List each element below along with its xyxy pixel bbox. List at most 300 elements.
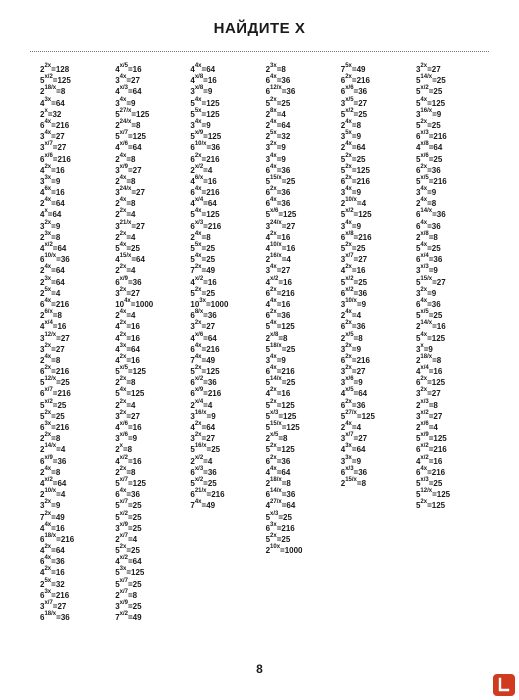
equation-base: 6 [415, 210, 421, 220]
equation [341, 388, 413, 399]
equation-exponent: 4x [420, 96, 428, 103]
equation-result: =16 [203, 76, 217, 86]
equation-exponent: x/8 [345, 230, 354, 237]
equation-exponent: 10/x [194, 141, 207, 148]
equation-exponent: 8/x [194, 309, 204, 316]
equation-result: =36 [203, 378, 217, 388]
equation-exponent: 2x [270, 398, 277, 405]
equation-exponent: x/5 [420, 174, 429, 181]
equation-result: =16 [127, 65, 142, 74]
equation-result: =8 [351, 120, 362, 130]
equation-result: =4 [203, 165, 213, 175]
equation-result: =36 [276, 76, 291, 86]
equation-exponent: 3x [44, 174, 52, 181]
equation [40, 512, 112, 523]
equation-exponent: x/6 [345, 85, 354, 92]
equations-grid [40, 64, 488, 670]
equation-base: 4 [40, 523, 45, 533]
equation-exponent: 4x [194, 499, 202, 506]
equation-base: 5 [415, 333, 421, 343]
equation-result: =216 [201, 344, 220, 354]
equation-base: 4 [115, 143, 120, 153]
equation-exponent: 2x [119, 208, 127, 215]
equation-exponent: 2x [270, 286, 277, 293]
equation-base: 6 [265, 490, 271, 500]
equation-exponent: x/9 [44, 454, 53, 461]
equation-base: 5 [265, 400, 271, 410]
equation-exponent: 4x [124, 297, 131, 304]
equation-result: =8 [131, 120, 141, 130]
equation-result: =4 [203, 400, 213, 410]
equation-result: =216 [51, 423, 70, 432]
equation-result: =25 [203, 478, 217, 488]
equation-base: 4 [265, 299, 271, 309]
equation [416, 321, 488, 332]
equation-base: 6 [115, 277, 120, 287]
equation-base: 2 [190, 165, 195, 175]
equation-base: 3 [40, 143, 45, 153]
equation-base: 4 [40, 568, 45, 578]
equation-base: 6 [415, 445, 421, 455]
equation-exponent: 21/x [194, 488, 207, 495]
equation-exponent: 4x [345, 186, 352, 193]
equation [115, 142, 187, 153]
equation-base: 5 [115, 132, 120, 142]
equation-base: 2 [115, 534, 120, 544]
equation-column [341, 64, 413, 670]
equation-result: =25 [127, 602, 142, 611]
equation-base: 4 [415, 456, 421, 466]
equation-result: =36 [203, 311, 217, 321]
equation-exponent: x/5 [345, 96, 354, 103]
equation-exponent: 4x [44, 353, 52, 360]
equation-base: 2 [265, 478, 271, 488]
equation-result: =125 [201, 98, 220, 108]
equation-base: 5 [190, 109, 195, 119]
equation [40, 86, 112, 97]
equation-exponent: 4x [119, 488, 127, 495]
equation-exponent: x/2 [345, 107, 354, 114]
equation-result: =27 [281, 221, 296, 231]
equation-result: =27 [353, 98, 368, 108]
equation-result: =9 [427, 188, 437, 198]
equation [190, 321, 262, 332]
equation-column [40, 64, 112, 670]
equation-base: 6 [415, 378, 421, 388]
equation-result: =27 [428, 411, 443, 421]
equation-base: 5 [190, 132, 195, 142]
equation-base: 5 [415, 120, 421, 130]
equation-base: 5 [415, 98, 421, 108]
equation-exponent: x [420, 342, 424, 349]
equation-result: =9 [51, 221, 61, 231]
equation-base: 4 [40, 478, 45, 488]
equation-base: 2 [190, 400, 195, 410]
equation [40, 154, 112, 165]
equation [416, 154, 488, 165]
equation-exponent: x/5 [119, 365, 128, 372]
equation-base: 6 [40, 590, 45, 600]
equation-result: =36 [353, 87, 368, 97]
equation-base: 3 [415, 344, 421, 354]
equation-exponent: 2x [345, 320, 352, 327]
equation-base: 3 [415, 389, 421, 399]
equation-result: =125 [427, 378, 446, 388]
equation-exponent: x/9 [194, 387, 204, 394]
equation-result: =25 [281, 344, 296, 354]
equation-base: 6 [190, 154, 195, 164]
equation-exponent: x/3 [270, 409, 279, 416]
equation-exponent: x/9 [194, 130, 204, 137]
equation-result: =9 [51, 176, 61, 186]
equation-result: =25 [281, 176, 296, 186]
equation-result: =8 [51, 434, 61, 444]
equation [115, 265, 187, 276]
equation-result: =64 [51, 98, 65, 108]
equation-base: 2 [265, 109, 271, 119]
equation-result: =9 [206, 411, 216, 421]
equation-base: 5 [115, 512, 120, 522]
equation-result: =9 [203, 87, 213, 97]
equation-result: =64 [276, 467, 291, 477]
equation-base: 5 [115, 579, 120, 589]
equation-base: 5 [190, 255, 195, 265]
equation-result: =8 [276, 65, 286, 74]
equation-exponent: 2x [119, 331, 127, 338]
equation-result: =8 [126, 378, 136, 388]
equation-exponent: 16/x [270, 253, 282, 260]
equation-exponent: x/5 [345, 331, 354, 338]
equation-exponent: 2x [119, 376, 127, 383]
equation-result: =27 [353, 434, 368, 444]
equation-base: 3 [190, 120, 195, 130]
equation-exponent: x/2 [420, 409, 429, 416]
equation-result: =9 [276, 154, 286, 164]
equation-exponent: 4x [270, 320, 277, 327]
equation-result: =8 [126, 199, 136, 209]
equation-exponent: x/3 [119, 85, 128, 92]
equation-exponent: 2x [270, 309, 277, 316]
equation-base: 4 [190, 199, 195, 209]
equation-exponent: 4x [119, 174, 127, 181]
equation-result: =25 [127, 512, 142, 522]
equation-base: 2 [415, 199, 421, 209]
equation-exponent: 4x [270, 197, 277, 204]
equation-exponent: 24/x [119, 186, 132, 193]
equation-base: 6 [415, 299, 421, 309]
equation-base: 2 [415, 322, 421, 332]
equation-result: =4 [203, 456, 213, 466]
equation-exponent: 2x [194, 432, 202, 439]
equation-base: 5 [40, 411, 45, 421]
equation-exponent: 4x [119, 197, 127, 204]
equation-exponent: 2x [270, 230, 277, 237]
equation-result: =16 [281, 244, 296, 253]
equation-result: =36 [281, 490, 296, 500]
equation-base: 3 [190, 434, 195, 444]
equation-base: 4 [115, 557, 120, 567]
equation [40, 265, 112, 276]
equation-base: 5 [190, 367, 195, 377]
equation-base: 3 [340, 132, 346, 142]
equation-result: =27 [432, 277, 446, 287]
equation [40, 567, 112, 578]
equation-exponent: 2x [270, 141, 277, 148]
equation [341, 265, 413, 276]
equation [115, 154, 187, 165]
equation-result: =4 [56, 490, 66, 500]
equation-result: =36 [428, 255, 443, 265]
equation-base: 5 [265, 344, 271, 354]
equation-base: 5 [265, 411, 271, 421]
equation-exponent: 8x [270, 107, 277, 114]
equation-result: =25 [206, 445, 221, 455]
equation [416, 444, 488, 455]
equation-exponent: 4x [119, 309, 127, 316]
equation [266, 333, 338, 344]
equation-base: 2 [115, 154, 120, 164]
equation-base: 3 [115, 411, 120, 421]
equation-exponent: 15/x [345, 476, 357, 483]
equation-result: =64 [52, 244, 67, 253]
equation-result: =16 [276, 389, 291, 399]
equation-exponent: x/2 [194, 163, 204, 170]
equation-exponent: 24/x [270, 219, 282, 226]
equation-base: 6 [265, 367, 271, 377]
equation-result: =25 [127, 579, 142, 589]
equation-result: =125 [52, 76, 71, 86]
equation-exponent: 15/x [270, 174, 282, 181]
equation-exponent: 5x [194, 107, 202, 114]
equation-base: 2 [115, 378, 120, 388]
equation-base: 5 [415, 154, 421, 164]
equation-exponent: 2x [270, 454, 277, 461]
equation-result: =9 [276, 143, 286, 153]
equation-base: 5 [415, 76, 421, 86]
equation-base: 2 [415, 355, 421, 365]
equation-result: =216 [51, 299, 70, 309]
equation-base: 5 [415, 176, 421, 186]
equation-result: =25 [126, 546, 140, 556]
equation-exponent: 2x [345, 163, 352, 170]
equation-result: =25 [427, 244, 441, 253]
equation-base: 7 [190, 355, 195, 365]
equation-base: 2 [340, 478, 346, 488]
equation-result: =125 [427, 501, 446, 511]
equation-result: =16 [126, 333, 140, 343]
equation-base: 2 [115, 120, 120, 130]
equation-result: =125 [427, 333, 446, 343]
equation-result: =216 [51, 367, 70, 377]
equation-exponent: 2x [270, 186, 277, 193]
equation-exponent: 2x [194, 365, 202, 372]
equation [416, 500, 488, 511]
equation-result: =36 [126, 490, 140, 500]
equation-base: 3 [415, 65, 421, 74]
equation-result: =25 [428, 311, 443, 321]
equation-result: =64 [351, 445, 366, 455]
equation-base: 6 [415, 165, 421, 175]
equation-base: 5 [415, 277, 421, 287]
equation-exponent: x [119, 443, 123, 450]
equation-result: =216 [428, 132, 447, 142]
equation-result: =4 [351, 311, 362, 321]
equation-exponent: 12/x [44, 331, 57, 338]
equation-result: =64 [127, 87, 142, 97]
equation-base: 6 [190, 389, 195, 399]
equation-result: =1000 [130, 299, 154, 309]
equation-exponent: 2x [194, 152, 202, 159]
equation-base: 3 [40, 176, 45, 186]
equation-result: =36 [206, 143, 221, 153]
equation-base: 6 [190, 378, 195, 388]
equation-result: =16 [52, 322, 67, 332]
equation-base: 6 [40, 534, 45, 544]
equation-result: =64 [51, 277, 65, 287]
equation-exponent: 3x [44, 421, 52, 427]
equation-base: 6 [265, 87, 271, 97]
equation-exponent: 4x [194, 353, 202, 360]
equation-exponent: 2x [420, 286, 428, 293]
equation-exponent: x/2 [345, 286, 354, 293]
equation-exponent: 2x [420, 163, 428, 170]
equation-base: 3 [340, 299, 346, 309]
equation-result: =36 [276, 456, 291, 466]
equation-exponent: x/9 [119, 163, 128, 170]
equation-result: =64 [127, 143, 142, 153]
equation [266, 444, 338, 455]
equation-base: 7 [340, 65, 346, 74]
equation-base: 2 [115, 590, 120, 600]
equation-result: =216 [428, 445, 447, 455]
equation-base: 2 [40, 266, 45, 276]
equation-result: =16 [51, 568, 65, 578]
equation-result: =27 [427, 389, 441, 399]
equation-base: 6 [190, 490, 195, 500]
equation-base: 6 [40, 557, 45, 567]
equation-exponent: 2x [119, 230, 127, 237]
equation-base: 2 [265, 546, 271, 556]
equation-exponent: 16/x [194, 443, 207, 450]
equation [266, 142, 338, 153]
equation-result: =125 [201, 367, 220, 377]
equation-exponent: 2x [420, 387, 428, 394]
equation-result: =125 [276, 322, 295, 332]
equation-exponent: 4x [345, 141, 352, 148]
equation-result: =27 [427, 65, 441, 74]
equation-base: 3 [115, 188, 120, 198]
equation-exponent: 4x [119, 387, 127, 394]
equation-base: 5 [115, 546, 120, 556]
equation-result: =49 [201, 355, 216, 365]
equation-exponent: 2x [119, 353, 127, 360]
equation-result: =125 [276, 445, 295, 455]
equation-result: =4 [351, 423, 362, 432]
equation-exponent: 5x [270, 130, 277, 137]
equation-result: =216 [428, 176, 447, 186]
equation-exponent: 4x [194, 118, 202, 125]
equation-result: =216 [351, 176, 370, 186]
equation-base: 6 [340, 355, 346, 365]
equation-base: 5 [265, 445, 271, 455]
equation-base: 4 [340, 266, 346, 276]
equation-exponent: x/7 [44, 600, 53, 606]
equation-base: 6 [265, 288, 271, 298]
equation-exponent: x/4 [194, 197, 204, 204]
equation-result: =125 [126, 389, 145, 399]
equation-exponent: 14/x [420, 74, 433, 81]
equation-exponent: 5x [345, 63, 352, 69]
equation-result: =36 [52, 456, 67, 466]
equation-exponent: 10/x [44, 253, 57, 260]
equation-base: 3 [340, 98, 346, 108]
equation-base: 5 [340, 277, 346, 287]
equation-exponent: x/6 [119, 141, 128, 148]
equation-base: 5 [265, 322, 271, 332]
equation-result: =4 [356, 199, 367, 209]
equation-base: 4 [115, 65, 120, 74]
equation-base: 5 [265, 423, 271, 432]
equation-result: =16 [51, 165, 65, 175]
equation-exponent: 2x [345, 152, 352, 159]
equation-exponent: 3x [199, 297, 206, 304]
equation-result: =4 [126, 210, 136, 220]
equation-result: =27 [52, 602, 67, 611]
equation-result: =27 [51, 132, 65, 142]
equation-base: 5 [415, 87, 421, 97]
equation-result: =25 [427, 120, 441, 130]
equation-base: 2 [115, 199, 120, 209]
equation-exponent: 2x [194, 320, 202, 327]
equation-base: 6 [265, 188, 271, 198]
equation-exponent: 2x [44, 432, 52, 439]
equation-result: =36 [276, 165, 291, 175]
equation-exponent: x/2 [194, 376, 204, 383]
equation-result: =216 [56, 534, 75, 544]
equation-exponent: 2x [119, 264, 127, 271]
equation-result: =4 [281, 255, 291, 265]
equation-exponent: 4x [420, 186, 428, 193]
equation-base: 6 [265, 199, 271, 209]
equation-base: 6 [40, 154, 45, 164]
equation-exponent: x/3 [345, 465, 354, 472]
equation [40, 333, 112, 344]
equation-base: 6 [190, 188, 195, 198]
equation-base: 3 [340, 378, 346, 388]
equation-base: 3 [340, 434, 346, 444]
equation-result: =9 [423, 344, 433, 354]
equation-base: 3 [340, 456, 346, 466]
equation-exponent: 10/x [345, 197, 357, 204]
equation-exponent: x/6 [194, 331, 204, 338]
equation-exponent: x/6 [119, 421, 128, 427]
equation-base: 4 [40, 98, 45, 108]
equation-result: =9 [127, 434, 138, 444]
equation-exponent: 12/x [270, 85, 282, 92]
equation-base: 3 [415, 188, 421, 198]
equation-base: 2 [40, 65, 45, 74]
equation-base: 2 [40, 467, 45, 477]
equation-exponent: 6/x [44, 309, 53, 316]
equation-result: =27 [126, 76, 140, 86]
equation-result: =9 [351, 132, 362, 142]
equation-exponent: 4x [44, 197, 52, 204]
equation-exponent: 2x [270, 532, 277, 539]
equation-result: =125 [203, 132, 222, 142]
equation-base: 5 [190, 445, 195, 455]
equation-base: 6 [190, 221, 195, 231]
equation-exponent: 4x [119, 152, 127, 159]
